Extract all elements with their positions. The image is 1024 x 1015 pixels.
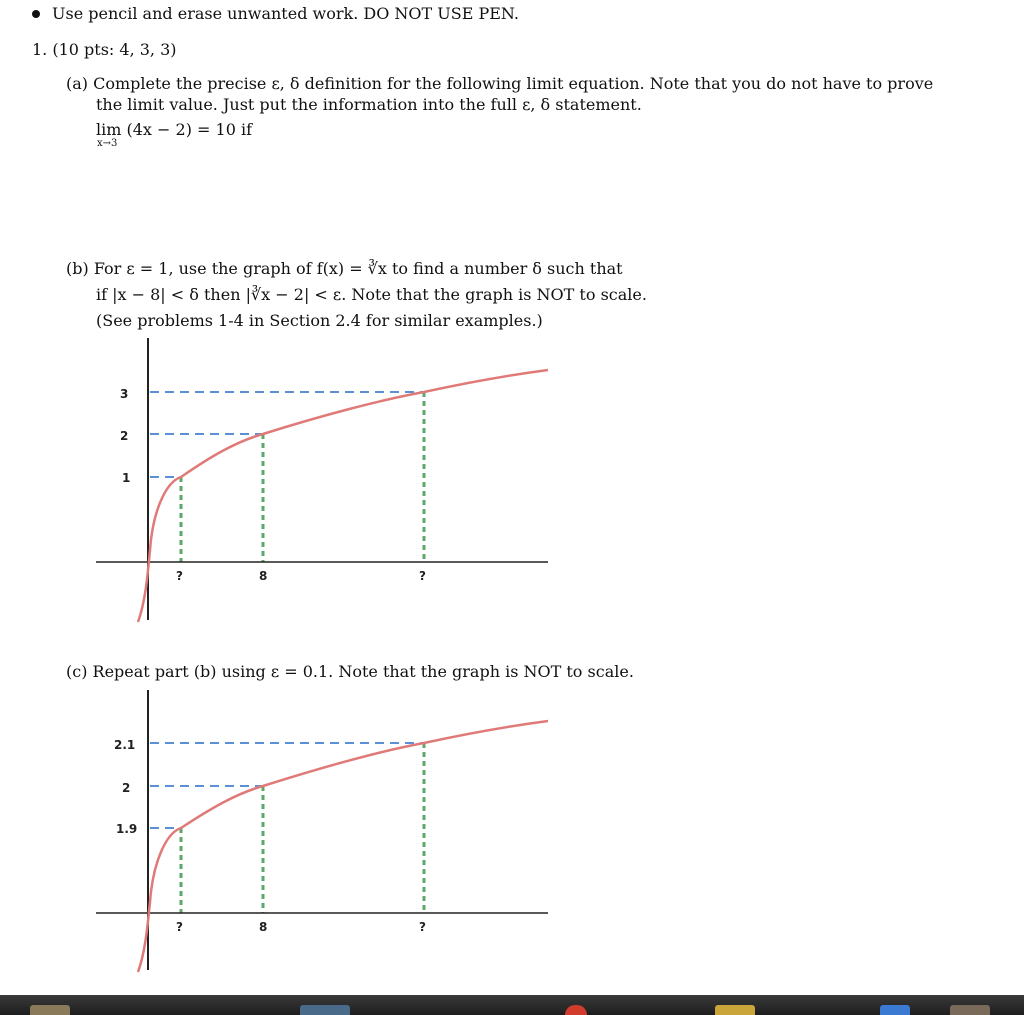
y-tick-label: 2.1: [114, 738, 136, 752]
y-tick-label: 2: [120, 429, 129, 443]
x-tick-label: 8: [259, 920, 268, 934]
dock-app[interactable]: [300, 1005, 350, 1015]
graph-c: [0, 680, 560, 975]
dock-app[interactable]: [30, 1005, 70, 1015]
y-tick-label: 1: [122, 471, 131, 485]
part-a-line2: the limit value. Just put the information into the full ε, δ statement.: [96, 95, 642, 114]
y-tick-label: 1.9: [116, 822, 138, 836]
limit-expression: lim (4x − 2) = 10 if: [96, 120, 252, 139]
x-tick-label: ?: [419, 569, 426, 583]
taskbar: [0, 995, 1024, 1015]
x-tick-label: 8: [259, 569, 268, 583]
y-tick-label: 3: [120, 387, 129, 401]
cube-root-curve: [138, 721, 548, 972]
problem-heading: 1. (10 pts: 4, 3, 3): [32, 40, 177, 59]
part-b-line1: (b) For ε = 1, use the graph of f(x) = ∛x to find a number δ such that: [66, 259, 623, 278]
cube-root-curve: [138, 370, 548, 622]
limit-subscript: x→3: [97, 138, 118, 149]
graph-b: [0, 330, 560, 625]
x-tick-label: ?: [419, 920, 426, 934]
dock-app[interactable]: [565, 1005, 587, 1015]
part-a-line1: (a) Complete the precise ε, δ definition for the following limit equation. Note that you do not have to prove: [66, 74, 934, 93]
y-tick-label: 2: [122, 781, 131, 795]
part-b-line2: if |x − 8| < δ then |∛x − 2| < ε. Note that the graph is NOT to scale.: [96, 285, 647, 304]
dock-app[interactable]: [950, 1005, 990, 1015]
dock-app[interactable]: [880, 1005, 910, 1015]
part-c-line1: (c) Repeat part (b) using ε = 0.1. Note that the graph is NOT to scale.: [66, 662, 634, 681]
instruction-text: Use pencil and erase unwanted work. DO NOT USE PEN.: [52, 4, 519, 23]
bullet-dot: [32, 10, 40, 18]
dock-app[interactable]: [715, 1005, 755, 1015]
part-b-line3: (See problems 1-4 in Section 2.4 for similar examples.): [96, 311, 543, 330]
x-tick-label: ?: [176, 569, 183, 583]
x-tick-label: ?: [176, 920, 183, 934]
